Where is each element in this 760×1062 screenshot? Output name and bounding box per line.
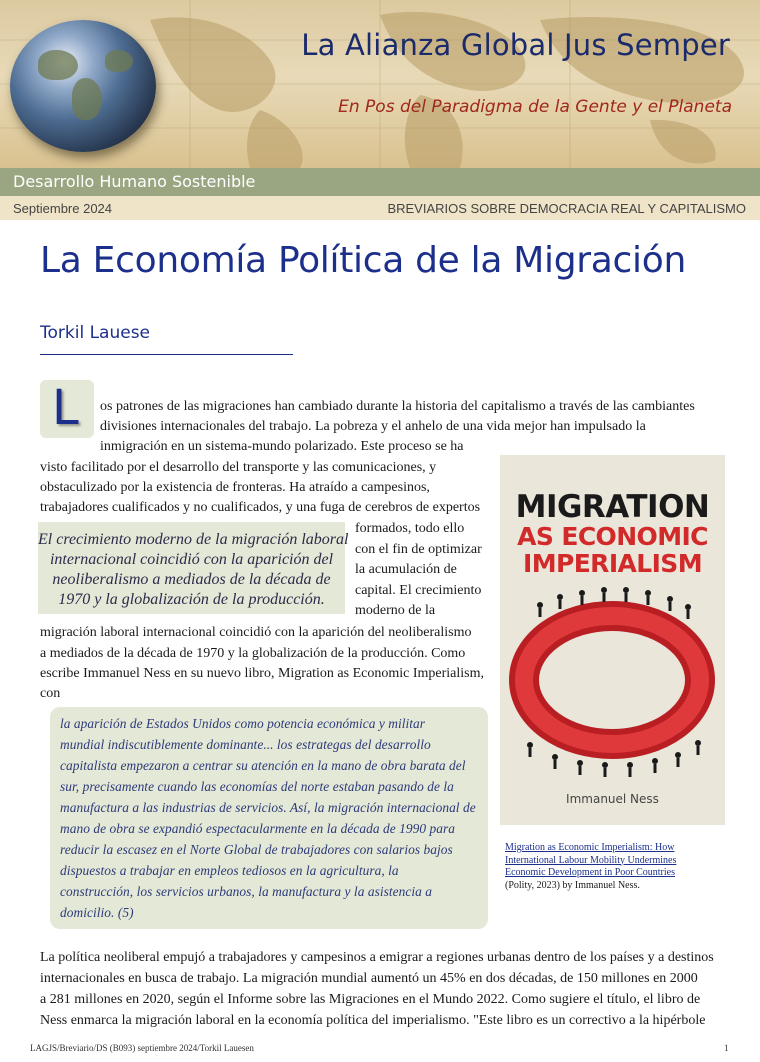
body-line: capital. El crecimiento bbox=[355, 583, 482, 598]
block-quote-line: dispuestos a trabajar en empleos tediosos en la agricultura, la bbox=[60, 863, 399, 878]
org-tagline: En Pos del Paradigma de la Gente y el Planeta bbox=[338, 97, 732, 117]
date-bar bbox=[0, 196, 760, 220]
body-line: visto facilitado por el desarrollo del transporte y las comunicaciones, y bbox=[40, 460, 437, 475]
body-line: inmigración en un sistema-mundo polarizado. Este proceso se ha bbox=[100, 439, 464, 454]
section-label: Desarrollo Humano Sostenible bbox=[13, 172, 256, 191]
globe-icon bbox=[10, 20, 156, 152]
book-title-line: MIGRATION bbox=[515, 489, 710, 525]
pull-quote-line: neoliberalismo a mediados de la década de bbox=[52, 571, 331, 588]
body-line: con el fin de optimizar bbox=[355, 542, 482, 557]
block-quote-line: sur, precisamente cuando las economías del norte estaban pasando de la bbox=[60, 779, 454, 794]
drop-cap-letter: L bbox=[52, 380, 79, 436]
block-quote-line: domicilio. (5) bbox=[60, 905, 134, 920]
body-line: formados, todo ello bbox=[355, 521, 465, 536]
block-quote-line: capitalista empezaron a centrar su atención en la mano de obra barata del bbox=[60, 758, 466, 773]
body-line: Ness enmarca la migración laboral en la economía política del imperialismo. "Este libro es un correctivo a la hipérbole bbox=[40, 1013, 706, 1028]
book-caption-text: (Polity, 2023) by Immanuel Ness. bbox=[505, 879, 640, 891]
body-line: con bbox=[40, 686, 61, 701]
block-quote-line: mano de obra se expandió espectacularmente en la década de 1990 para bbox=[60, 821, 455, 836]
body-line: divisiones internacionales del trabajo. La pobreza y el anhelo de una vida mejor han impulsado la bbox=[100, 419, 646, 434]
block-quote-line: mundial indiscutiblemente dominante... los estrategas del desarrollo bbox=[60, 737, 431, 752]
page-number: 1 bbox=[724, 1043, 729, 1053]
block-quote-line: reducir la escasez en el Norte Global de trabajadores con salarios bajos bbox=[60, 842, 453, 857]
pull-quote-line: 1970 y la globalización de la producción. bbox=[58, 591, 325, 608]
body-line: La política neoliberal empujó a trabajadores y campesinos a emigrar a regiones urbanas dentro de los países y a destinos bbox=[40, 950, 714, 965]
body-line: os patrones de las migraciones han cambiado durante la historia del capitalismo a través de las cambiantes bbox=[100, 399, 695, 414]
body-line: migración laboral internacional coincidió con la aparición del neoliberalismo bbox=[40, 625, 472, 640]
body-line: obstaculizado por la existencia de fronteras. Ha atraído a campesinos, bbox=[40, 480, 430, 495]
header-banner bbox=[0, 0, 760, 168]
body-line: trabajadores cualificados y no cualificados, y una fuga de cerebros de expertos bbox=[40, 500, 481, 515]
article-title: La Economía Política de la Migración bbox=[40, 240, 686, 281]
issue-date: Septiembre 2024 bbox=[13, 201, 113, 216]
pull-quote bbox=[38, 522, 349, 614]
org-title: La Alianza Global Jus Semper bbox=[301, 28, 730, 62]
mobius-ring-illustration bbox=[500, 575, 725, 785]
body-line: moderno de la bbox=[355, 603, 436, 618]
body-line: escribe Immanuel Ness en su nuevo libro, Migration as Economic Imperialism, bbox=[40, 666, 485, 681]
book-title-line: AS ECONOMIC bbox=[517, 522, 708, 551]
section-bar bbox=[0, 168, 760, 196]
body-line: a mediados de la década de 1970 y la globalización de la producción. Como bbox=[40, 646, 466, 661]
book-caption-link[interactable]: Migration as Economic Imperialism: How bbox=[505, 842, 675, 853]
footer-reference: LAGJS/Breviario/DS (B093) septiembre 2024/Torkil Lauesen bbox=[30, 1043, 254, 1053]
series-name: BREVIARIOS SOBRE DEMOCRACIA REAL Y CAPITALISMO bbox=[387, 201, 746, 216]
author-divider bbox=[40, 354, 293, 355]
block-quote-line: construcción, los servicios urbanos, la manufactura y la asistencia a bbox=[60, 884, 433, 899]
block-quote-line: la aparición de Estados Unidos como potencia económica y militar bbox=[60, 716, 426, 731]
book-caption-link[interactable]: Economic Development in Poor Countries bbox=[505, 867, 675, 878]
book-cover-image bbox=[500, 455, 725, 825]
pull-quote-line: El crecimiento moderno de la migración laboral bbox=[38, 531, 349, 548]
pull-quote-line: internacional coincidió con la aparición del bbox=[49, 551, 334, 568]
body-line: la acumulación de bbox=[355, 562, 457, 577]
drop-cap bbox=[40, 380, 94, 438]
body-line: internacionales en busca de trabajo. La migración mundial aumentó un 45% en dos décadas, de 150 millones en 2000 bbox=[40, 971, 698, 986]
article-author: Torkil Lauese bbox=[40, 323, 151, 343]
book-author: Immanuel Ness bbox=[566, 792, 659, 806]
block-quote-line: manufactura a las industrias de servicios. Así, la migración internacional de bbox=[60, 800, 476, 815]
body-line: a 281 millones en 2020, según el Informe sobre las Migraciones en el Mundo 2022. Como sugiere el título, el libro de bbox=[40, 992, 701, 1007]
book-caption-link[interactable]: International Labour Mobility Undermines bbox=[505, 854, 677, 866]
book-title-line: IMPERIALISM bbox=[523, 549, 702, 578]
